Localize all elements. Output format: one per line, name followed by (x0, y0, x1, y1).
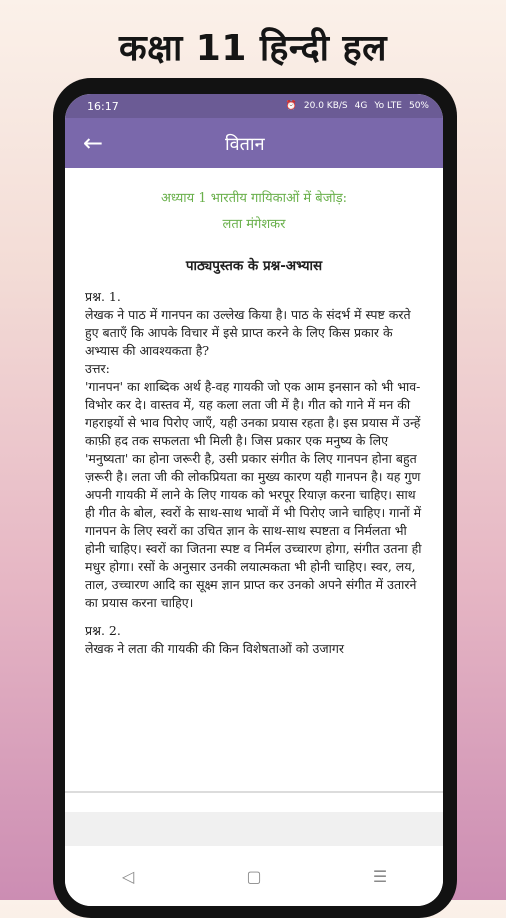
nav-home-icon[interactable]: ▢ (246, 866, 262, 886)
status-icons (286, 101, 429, 111)
chapter-heading-line1: अध्याय 1 भारतीय गायिकाओं में बेजोड़: (160, 191, 348, 206)
chapter-heading-line2: लता मंगेशकर (222, 217, 286, 232)
network-type: 4G (354, 101, 368, 111)
nav-back-icon[interactable]: ◁ (121, 866, 135, 886)
question-2-text: लेखक ने लता की गायकी की किन विशेषताओं को उजागर (85, 641, 345, 656)
question-2-label: प्रश्न. 2. (85, 623, 121, 638)
arrow-left-icon[interactable]: ← (83, 129, 104, 157)
app-title: वितान (225, 134, 265, 155)
answer-text: 'गानपन' का शाब्दिक अर्थ है-वह गायकी जो एक आम इनसान को भी भाव-विभोर कर दे। वास्तव में, यह कला लता जी में है। गीत को गाने में मन की गहराइयों से भाव पिरोए जाएँ, यही उनका प्रयास रहता है। इस प्रयास में उन्हें काफ़ी हद तक सफलता भी मिली है। जिस प्रकार एक मनुष्य के लिए 'मनुष्यता' का होना जरूरी है, उसी प्रकार संगीत के लिए गानपन होना बहुत ज़रूरी है। लता जी की लोकप्रियता का मुख्य कारण यही गानपन है। यह गुण अपनी गायकी में लाने के लिए गायक को भरपूर रियाज़ करना चाहिए। साथ ही गीत के बोल, स्वरों के साथ-साथ भावों में भी पिरोए जाने चाहिए। गानों में गानपन के लिए स्वरों का उचित ज्ञान के साथ-साथ स्पष्टता व निर्मलता भी होनी चाहिए। स्वरों का जितना स्पष्ट व निर्मल उच्चारण होगा, संगीत उतना ही मधुर होगा। रसों के अनुसार उनकी लयात्मकता भी होनी चाहिए। स्वर, लय, ताल, उच्चारण आदि का सूक्ष्म ज्ञान प्राप्त कर उनको अपने संगीत में उतारने का प्रयास करना चाहिए। (85, 379, 422, 610)
network-speed: 20.0 KB/S (303, 101, 348, 111)
answer-label: उत्तर: (85, 361, 110, 376)
status-time: 16:17 (87, 99, 119, 113)
alarm-icon: ⏰ (285, 101, 297, 111)
nav-menu-icon[interactable]: ☰ (372, 866, 388, 886)
system-nav-bar (65, 846, 443, 906)
promo-banner-title: कक्षा 11 हिन्दी हल (118, 28, 387, 69)
content-divider (65, 791, 443, 793)
app-bar (65, 118, 443, 168)
question-1-label: प्रश्न. 1. (85, 289, 121, 304)
article-content (65, 186, 443, 658)
phone-screen (65, 94, 443, 906)
phone-frame (53, 78, 457, 918)
signal-icon: Yo LTE (374, 101, 402, 111)
status-bar (65, 94, 443, 118)
question-1-text: लेखक ने पाठ में गानपन का उल्लेख किया है। पाठ के संदर्भ में स्पष्ट करते हुए बताएँ कि आपके विचार में इसे प्राप्त करने के लिए किस प्रकार के अभ्यास की आवश्यकता है? (85, 307, 411, 358)
battery-level: 50% (408, 101, 429, 111)
section-title: पाठ्यपुस्तक के प्रश्न-अभ्यास (185, 258, 323, 274)
chapter-heading (85, 186, 423, 238)
bottom-panel (65, 812, 443, 846)
